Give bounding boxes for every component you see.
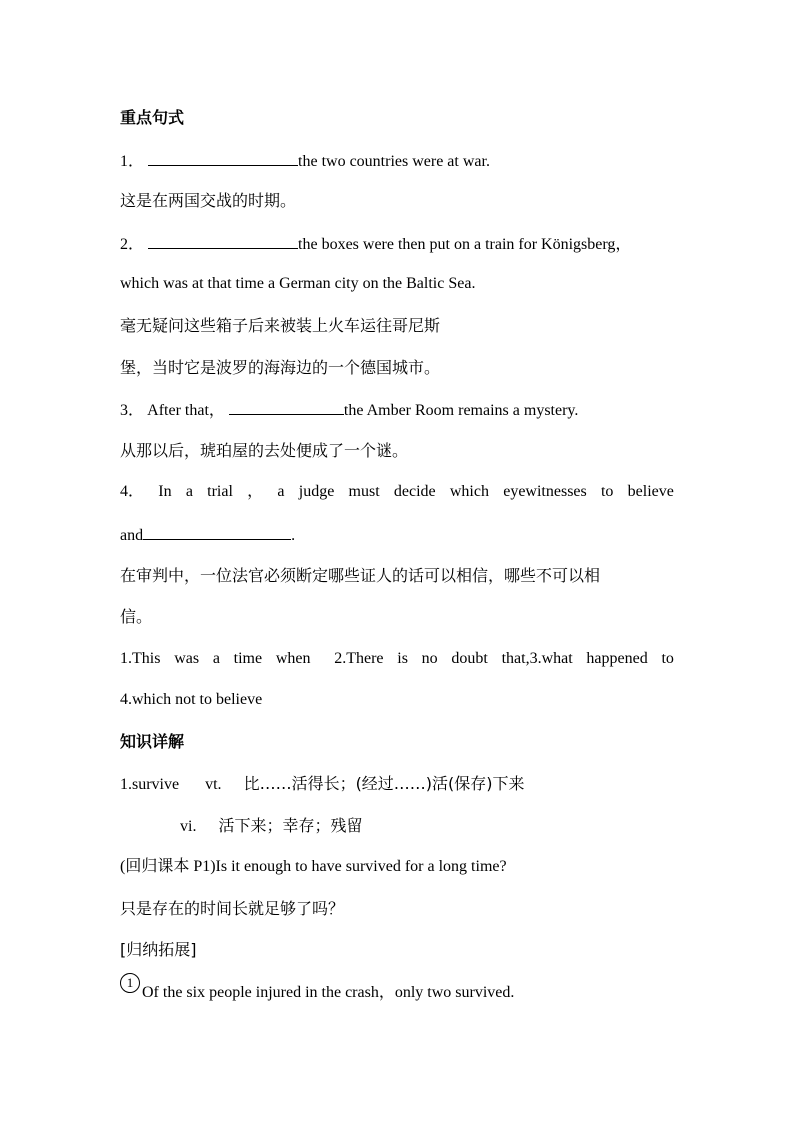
- answer-word: when: [275, 650, 311, 667]
- sentence-1-translation: 这是在两国交战的时期。: [120, 191, 297, 210]
- sentence-4-translation-1: 在审判中，一位法官必须断定哪些证人的话可以相信，哪些不可以相: [120, 566, 601, 585]
- sentence-3-blank[interactable]: [229, 399, 344, 415]
- sentence-4-word: In: [158, 483, 172, 500]
- textbook-example-translation: 只是存在的时间长就足够了吗？: [120, 899, 345, 918]
- expand-item-1-text: Of the six people injured in the crash，only two survived.: [142, 984, 515, 1001]
- sentence-4-translation-2: 信。: [120, 607, 153, 626]
- answer-key-line-1: [120, 649, 674, 669]
- sentence-2-translation-1: 毫无疑问这些箱子后来被装上火车运往哥尼斯: [120, 316, 441, 335]
- word-definition-vt: 比……活得长；(经过……)活(保存)下来: [243, 774, 525, 793]
- sentence-3-prefix: After that，: [147, 402, 225, 419]
- word-entry-vi: [180, 816, 362, 837]
- word-pos-vi: vi.: [180, 818, 197, 835]
- sentence-1: [120, 150, 490, 172]
- word-pos-vt: vt.: [205, 776, 222, 793]
- answer-word: that,3.what: [501, 650, 573, 667]
- expand-label: [归纳拓展]: [120, 940, 197, 959]
- sentence-4-and: and: [120, 527, 144, 544]
- word-definition-vi: 活下来；幸存；残留: [218, 816, 363, 835]
- sentence-4-word: a: [185, 483, 193, 500]
- answer-word: 1.This: [120, 650, 161, 667]
- sentence-4-word: a: [277, 483, 285, 500]
- answer-word: to: [661, 650, 674, 667]
- sentence-1-text: the two countries were at war.: [298, 153, 490, 170]
- sentence-2: [120, 233, 631, 255]
- sentence-3-number: 3．: [120, 402, 145, 419]
- word-entry: [120, 774, 525, 795]
- sentence-3-translation: 从那以后，琥珀屋的去处便成了一个谜。: [120, 441, 409, 460]
- section-title-key-sentences: 重点句式: [120, 108, 185, 127]
- textbook-example: (回归课本 P1)Is it enough to have survived for a long time?: [120, 858, 507, 875]
- sentence-2-translation-2: 堡，当时它是波罗的海海边的一个德国城市。: [120, 358, 441, 377]
- sentence-3: [120, 399, 578, 421]
- answer-word: a: [212, 650, 220, 667]
- sentence-4-word: 4．: [120, 483, 145, 500]
- answer-word: was: [174, 650, 200, 667]
- sentence-4: [120, 482, 674, 502]
- sentence-4-word: which: [449, 483, 489, 500]
- sentence-4-word: trial: [207, 483, 233, 500]
- word-headword: 1.survive: [120, 776, 180, 793]
- answer-word: doubt: [451, 650, 488, 667]
- sentence-2-text: the boxes were then put on a train for Königsberg，: [298, 236, 632, 253]
- sentence-1-blank[interactable]: [148, 150, 298, 166]
- sentence-4-word: ，: [247, 483, 264, 500]
- sentence-4-blank[interactable]: [143, 524, 291, 540]
- sentence-4-word: decide: [393, 483, 436, 500]
- sentence-4-end: .: [291, 527, 296, 544]
- sentence-4-word: believe: [627, 483, 674, 500]
- expand-item-1: [120, 975, 515, 1003]
- answer-word: time: [233, 650, 263, 667]
- sentence-2-blank[interactable]: [148, 233, 298, 249]
- sentence-2-number: 2．: [120, 236, 145, 253]
- answer-word: happened: [586, 650, 648, 667]
- answer-word: no: [421, 650, 438, 667]
- sentence-4-continuation: [120, 524, 295, 546]
- sentence-1-number: 1．: [120, 153, 145, 170]
- sentence-4-word: eyewitnesses: [503, 483, 587, 500]
- answer-key-line-2: 4.which not to believe: [120, 691, 263, 708]
- sentence-2-continuation: which was at that time a German city on the Baltic Sea.: [120, 275, 476, 292]
- section-title-knowledge: 知识详解: [120, 732, 185, 751]
- circled-number-1: 1: [120, 973, 140, 993]
- answer-word: 2.There: [334, 650, 384, 667]
- sentence-3-text: the Amber Room remains a mystery.: [343, 402, 579, 419]
- answer-word: is: [397, 650, 408, 667]
- sentence-4-word: judge: [298, 483, 335, 500]
- sentence-4-word: to: [600, 483, 614, 500]
- sentence-4-word: must: [348, 483, 380, 500]
